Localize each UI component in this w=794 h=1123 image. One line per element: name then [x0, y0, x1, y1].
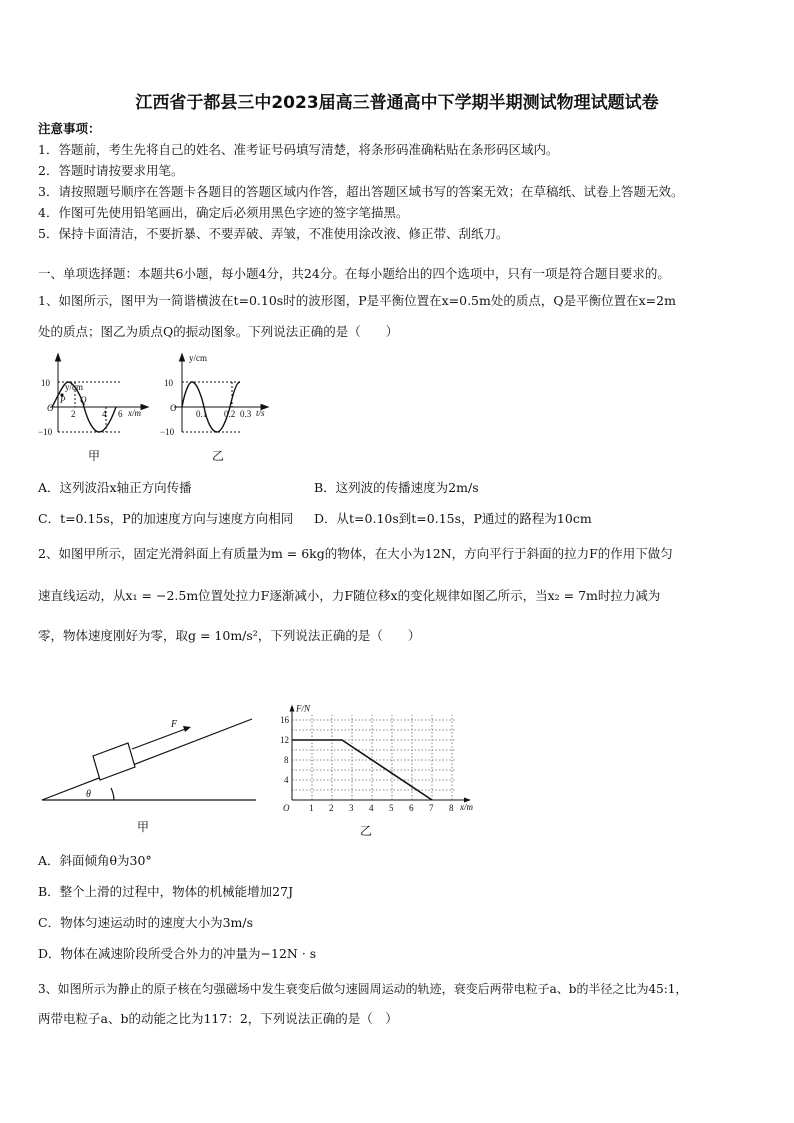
x-tick-label: 4 — [369, 803, 374, 813]
page-title: 江西省于都县三中2023届高三普通高中下学期半期测试物理试题试卷 — [135, 93, 659, 113]
y-tick: 10 — [164, 378, 173, 388]
x-tick-label: 6 — [409, 803, 414, 813]
y-tick: −10 — [38, 427, 53, 437]
notice-item: 5．保持卡面清洁，不要折暴、不要弄破、弄皱，不准使用涂改液、修正带、刮纸刀。 — [38, 226, 509, 241]
figure-caption: 乙 — [212, 449, 225, 463]
question-2-stem: 速直线运动，从x₁ = −2.5m位置处拉力F逐渐减小，力F随位移x的变化规律如图乙所示，当x₂ = 7m时拉力减为 — [38, 588, 661, 603]
question-1-stem: 1、如图所示，图甲为一简谐横波在t=0.10s时的波形图，P是平衡位置在x=0.5m处的质点，Q是平衡位置在x=2m — [38, 293, 676, 308]
angle-arc — [111, 788, 114, 800]
y-label: y/cm — [65, 382, 83, 392]
option-b: B．整个上滑的过程中，物体的机械能增加27J — [38, 884, 294, 899]
x-label: x/m — [128, 408, 141, 418]
y-axis-arrow — [56, 354, 61, 361]
angle-label: θ — [86, 789, 91, 800]
x-axis-label: x/m — [460, 802, 473, 812]
option-b: B．这列波的传播速度为2m/s — [314, 480, 479, 495]
y-tick-label: 12 — [280, 735, 289, 745]
option-c: C．物体匀速运动时的速度大小为3m/s — [38, 915, 253, 930]
x-tick-label: 1 — [309, 803, 314, 813]
q2-incline-figure — [38, 705, 260, 807]
notice-item: 1．答题前，考生先将自己的姓名、准考证号码填写清楚，将条形码准确粘贴在条形码区域内。 — [38, 142, 559, 157]
origin-label: O — [170, 403, 177, 413]
option-a: A．这列波沿x轴正方向传播 — [38, 480, 192, 495]
x-tick-label: 8 — [449, 803, 454, 813]
y-tick: 10 — [41, 378, 50, 388]
y-tick: −10 — [160, 427, 175, 437]
notice-item: 4．作图可先使用铅笔画出，确定后必须用黑色字迹的签字笔描黑。 — [38, 205, 409, 220]
option-a: A．斜面倾角θ为30° — [38, 853, 152, 868]
point-label: P — [60, 395, 66, 405]
block — [93, 743, 135, 780]
x-tick: 0.1 — [196, 409, 208, 419]
section-heading: 一、单项选择题：本题共6小题，每小题4分，共24分。在每小题给出的四个选项中，只有一项是符合题目要求的。 — [38, 266, 670, 281]
notice-heading: 注意事项： — [38, 121, 101, 136]
question-2-stem: 零，物体速度刚好为零，取g = 10m/s²，下列说法正确的是（ ） — [38, 628, 421, 643]
x-tick-label: 7 — [429, 803, 434, 813]
y-tick-label: 16 — [280, 715, 289, 725]
x-tick: 6 — [118, 409, 123, 419]
q1-vibration-figure — [160, 352, 278, 448]
option-c: C．t=0.15s，P的加速度方向与速度方向相同 — [38, 511, 294, 526]
origin-label: O — [47, 403, 54, 413]
y-tick-label: 4 — [284, 775, 289, 785]
x-tick: 0.3 — [240, 409, 252, 419]
figure-caption: 乙 — [360, 824, 373, 838]
figure-caption: 甲 — [88, 449, 101, 463]
force-label: F — [171, 719, 178, 730]
x-tick: 2 — [71, 409, 76, 419]
x-label: t/s — [256, 408, 265, 418]
option-d: D．物体在减速阶段所受合外力的冲量为−12N · s — [38, 946, 317, 961]
x-axis-arrow — [141, 405, 148, 410]
y-tick-label: 8 — [284, 755, 289, 765]
force-arrowhead — [183, 726, 191, 732]
y-axis-arrow — [290, 705, 295, 712]
y-axis-label: F/N — [296, 703, 311, 714]
figure-caption: 甲 — [137, 820, 150, 834]
notice-item: 2．答题时请按要求用笔。 — [38, 163, 184, 178]
origin-label: O — [283, 803, 290, 813]
option-d: D．从t=0.10s到t=0.15s，P通过的路程为10cm — [314, 511, 592, 526]
force-arrow — [132, 728, 188, 749]
question-2-stem: 2、如图甲所示，固定光滑斜面上有质量为m = 6kg的物体，在大小为12N，方向平行于斜面的拉力F的作用下做匀 — [38, 546, 673, 561]
x-tick-label: 3 — [349, 803, 354, 813]
q2-force-chart — [272, 665, 504, 817]
question-3-stem: 3、如图所示为静止的原子核在匀强磁场中发生衰变后做匀速圆周运动的轨迹，衰变后两带电粒子a、b的半径之比为45:1， — [38, 982, 688, 996]
x-tick-label: 5 — [389, 803, 394, 813]
x-tick: 0.2 — [224, 409, 236, 419]
question-3-stem: 两带电粒子a、b的动能之比为117：2，下列说法正确的是（ ） — [38, 1011, 398, 1026]
x-tick: 4 — [102, 409, 107, 419]
y-label: y/cm — [189, 353, 207, 363]
point-label: Q — [80, 395, 87, 405]
incline-surface — [42, 719, 252, 800]
x-tick-label: 2 — [329, 803, 334, 813]
y-axis-arrow — [180, 354, 185, 361]
question-1-stem: 处的质点；图乙为质点Q的振动图象。下列说法正确的是（ ） — [38, 324, 399, 339]
q1-wave-figure — [38, 352, 153, 448]
notice-item: 3．请按照题号顺序在答题卡各题目的答题区域内作答，超出答题区域书写的答案无效；在草稿纸、试卷上答题无效。 — [38, 184, 684, 199]
